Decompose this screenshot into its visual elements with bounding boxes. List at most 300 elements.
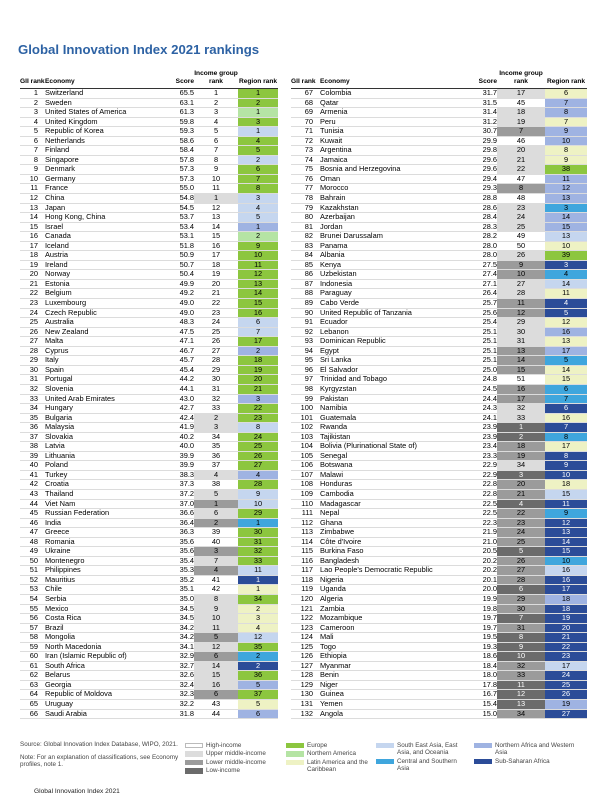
gii-rank-cell: 94: [291, 346, 320, 356]
income-group-rank-cell: 45: [497, 98, 545, 108]
income-group-rank-cell: 6: [194, 509, 238, 519]
gii-rank-cell: 23: [20, 299, 45, 309]
region-rank-cell: 13: [545, 528, 587, 538]
gii-rank-cell: 49: [20, 547, 45, 557]
region-rank-cell: 11: [238, 260, 278, 270]
score-cell: 35.3: [161, 566, 194, 576]
economy-cell: Jordan: [320, 222, 464, 232]
table-row: [291, 184, 587, 194]
table-row: [20, 661, 278, 671]
gii-rank-cell: 117: [291, 566, 320, 576]
economy-cell: Costa Rica: [45, 614, 161, 624]
income-group-rank-cell: 13: [497, 346, 545, 356]
region-rank-cell: 19: [238, 365, 278, 375]
region-rank-cell: 8: [238, 423, 278, 433]
gii-rank-cell: 88: [291, 289, 320, 299]
economy-cell: Chile: [45, 585, 161, 595]
region-rank-cell: 4: [238, 470, 278, 480]
income-group-rank-cell: 6: [194, 690, 238, 700]
region-rank-cell: 7: [545, 423, 587, 433]
economy-cell: Greece: [45, 528, 161, 538]
score-cell: 50.7: [161, 260, 194, 270]
region-rank-cell: 18: [545, 604, 587, 614]
region-rank-cell: 13: [545, 194, 587, 204]
income-group-rank-cell: 14: [194, 222, 238, 232]
income-group-rank-cell: 3: [194, 547, 238, 557]
region-rank-cell: 14: [545, 537, 587, 547]
economy-cell: Malta: [45, 337, 161, 347]
legend-regions-2: [376, 742, 470, 774]
table-row: [20, 671, 278, 681]
income-group-rank-cell: 32: [497, 404, 545, 414]
score-cell: 37.0: [161, 499, 194, 509]
score-cell: 61.3: [161, 108, 194, 118]
region-rank-cell: 5: [238, 213, 278, 223]
economy-cell: Montenegro: [45, 556, 161, 566]
economy-cell: Republic of Korea: [45, 127, 161, 137]
economy-cell: New Zealand: [45, 327, 161, 337]
income-group-rank-cell: 21: [497, 489, 545, 499]
region-rank-cell: 3: [238, 194, 278, 204]
region-rank-cell: 5: [238, 700, 278, 710]
score-cell: 47.1: [161, 337, 194, 347]
income-group-rank-cell: 20: [194, 279, 238, 289]
region-rank-cell: 2: [238, 604, 278, 614]
region-rank-cell: 6: [545, 404, 587, 414]
gii-rank-cell: 123: [291, 623, 320, 633]
table-row: [20, 241, 278, 251]
score-cell: 28.6: [464, 203, 497, 213]
score-cell: 24.1: [464, 413, 497, 423]
score-cell: 31.2: [464, 117, 497, 127]
table-row: [20, 547, 278, 557]
economy-cell: Togo: [320, 642, 464, 652]
gii-rank-cell: 28: [20, 346, 45, 356]
region-rank-cell: 16: [238, 308, 278, 318]
economy-cell: Netherlands: [45, 136, 161, 146]
gii-rank-cell: 122: [291, 614, 320, 624]
region-rank-cell: 3: [238, 614, 278, 624]
table-row: [291, 451, 587, 461]
table-row: [291, 289, 587, 299]
table-row: [20, 489, 278, 499]
score-cell: 57.8: [161, 155, 194, 165]
region-rank-cell: 6: [238, 318, 278, 328]
economy-cell: Botswana: [320, 461, 464, 471]
gii-rank-cell: 75: [291, 165, 320, 175]
score-cell: 18.0: [464, 671, 497, 681]
region-rank-cell: 1: [238, 585, 278, 595]
income-group-rank-cell: 15: [194, 232, 238, 242]
table-row: [20, 289, 278, 299]
table-row: [291, 232, 587, 242]
score-cell: 34.1: [161, 642, 194, 652]
table-row: [20, 480, 278, 490]
gii-rank-cell: 103: [291, 432, 320, 442]
gii-rank-cell: 106: [291, 461, 320, 471]
table-row: [20, 432, 278, 442]
region-rank-cell: 37: [238, 690, 278, 700]
income-group-rank-cell: 24: [497, 528, 545, 538]
table-row: [291, 690, 587, 700]
income-group-rank-cell: 25: [497, 222, 545, 232]
income-group-rank-cell: 15: [497, 365, 545, 375]
rankings-table-right: [291, 70, 587, 719]
region-rank-cell: 11: [545, 499, 587, 509]
score-cell: 22.3: [464, 518, 497, 528]
income-group-rank-cell: 20: [497, 146, 545, 156]
region-rank-cell: 17: [545, 661, 587, 671]
economy-cell: Croatia: [45, 480, 161, 490]
economy-cell: Slovenia: [45, 384, 161, 394]
economy-cell: Cameroon: [320, 623, 464, 633]
region-rank-cell: 1: [238, 575, 278, 585]
col-header-region-rank: Region rank: [545, 70, 587, 89]
table-row: [20, 451, 278, 461]
gii-rank-cell: 1: [20, 89, 45, 99]
economy-cell: Czech Republic: [45, 308, 161, 318]
economy-cell: Brazil: [45, 623, 161, 633]
economy-cell: Guatemala: [320, 413, 464, 423]
region-rank-cell: 22: [238, 404, 278, 414]
gii-rank-cell: 92: [291, 327, 320, 337]
gii-rank-cell: 95: [291, 356, 320, 366]
income-group-rank-cell: 21: [497, 155, 545, 165]
table-row: [20, 566, 278, 576]
economy-cell: Cabo Verde: [320, 299, 464, 309]
gii-rank-cell: 107: [291, 470, 320, 480]
income-group-rank-cell: 40: [194, 537, 238, 547]
score-cell: 24.5: [464, 384, 497, 394]
region-rank-cell: 8: [545, 432, 587, 442]
gii-rank-cell: 36: [20, 423, 45, 433]
score-cell: 20.0: [464, 585, 497, 595]
table-row: [291, 661, 587, 671]
income-group-rank-cell: 2: [194, 98, 238, 108]
region-rank-cell: 21: [238, 384, 278, 394]
table-row: [20, 680, 278, 690]
table-row: [291, 327, 587, 337]
economy-cell: Uzbekistan: [320, 270, 464, 280]
score-cell: 15.4: [464, 700, 497, 710]
score-cell: 32.9: [161, 652, 194, 662]
income-group-rank-cell: 46: [497, 136, 545, 146]
region-rank-cell: 28: [238, 480, 278, 490]
economy-cell: Zambia: [320, 604, 464, 614]
economy-cell: Israel: [45, 222, 161, 232]
score-cell: 23.4: [464, 442, 497, 452]
table-row: [291, 680, 587, 690]
region-rank-cell: 12: [238, 633, 278, 643]
economy-cell: Romania: [45, 537, 161, 547]
economy-cell: Georgia: [45, 680, 161, 690]
score-cell: 35.4: [161, 556, 194, 566]
score-cell: 21.9: [464, 528, 497, 538]
income-group-rank-cell: 30: [194, 375, 238, 385]
table-row: [291, 117, 587, 127]
table-row: [291, 365, 587, 375]
economy-cell: Mozambique: [320, 614, 464, 624]
score-cell: 31.8: [161, 709, 194, 719]
gii-rank-cell: 8: [20, 155, 45, 165]
score-cell: 47.5: [161, 327, 194, 337]
region-rank-cell: 2: [238, 155, 278, 165]
region-rank-cell: 24: [238, 432, 278, 442]
economy-cell: Ukraine: [45, 547, 161, 557]
region-rank-cell: 9: [545, 509, 587, 519]
table-row: [20, 528, 278, 538]
region-rank-cell: 17: [545, 346, 587, 356]
region-rank-cell: 26: [238, 451, 278, 461]
economy-cell: Canada: [45, 232, 161, 242]
income-group-rank-cell: 8: [497, 633, 545, 643]
table-row: [20, 614, 278, 624]
income-group-rank-cell: 9: [194, 604, 238, 614]
score-cell: 36.3: [161, 528, 194, 538]
economy-cell: Norway: [45, 270, 161, 280]
gii-rank-cell: 86: [291, 270, 320, 280]
gii-rank-cell: 68: [291, 98, 320, 108]
score-cell: 28.0: [464, 241, 497, 251]
region-rank-cell: 23: [238, 413, 278, 423]
table-row: [20, 232, 278, 242]
table-row: [20, 690, 278, 700]
region-rank-cell: 13: [545, 232, 587, 242]
region-rank-cell: 7: [545, 117, 587, 127]
region-rank-cell: 15: [545, 547, 587, 557]
gii-rank-cell: 67: [291, 89, 320, 99]
gii-rank-cell: 18: [20, 251, 45, 261]
region-rank-cell: 4: [238, 203, 278, 213]
table-row: [291, 213, 587, 223]
legend-swatch: [185, 760, 203, 765]
income-group-rank-cell: 1: [497, 423, 545, 433]
col-header-income-group-rank: Income group rank: [194, 70, 238, 89]
economy-cell: Niger: [320, 680, 464, 690]
table-row: [20, 394, 278, 404]
region-rank-cell: 14: [238, 289, 278, 299]
table-row: [20, 318, 278, 328]
gii-rank-cell: 25: [20, 318, 45, 328]
income-group-rank-cell: 38: [194, 480, 238, 490]
table-row: [291, 528, 587, 538]
table-row: [20, 518, 278, 528]
table-row: [20, 623, 278, 633]
economy-cell: Oman: [320, 174, 464, 184]
income-group-rank-cell: 17: [497, 89, 545, 99]
income-group-rank-cell: 26: [194, 337, 238, 347]
legend-item: [376, 758, 470, 773]
gii-rank-cell: 89: [291, 299, 320, 309]
income-group-rank-cell: 3: [194, 108, 238, 118]
gii-rank-cell: 129: [291, 680, 320, 690]
region-rank-cell: 11: [238, 566, 278, 576]
region-rank-cell: 2: [238, 232, 278, 242]
economy-cell: Finland: [45, 146, 161, 156]
score-cell: 31.4: [464, 108, 497, 118]
income-group-rank-cell: 36: [194, 451, 238, 461]
score-cell: 45.4: [161, 365, 194, 375]
income-group-rank-cell: 10: [194, 174, 238, 184]
table-row: [291, 489, 587, 499]
gii-rank-cell: 98: [291, 384, 320, 394]
gii-rank-cell: 7: [20, 146, 45, 156]
economy-cell: Luxembourg: [45, 299, 161, 309]
region-rank-cell: 18: [545, 480, 587, 490]
gii-rank-cell: 53: [20, 585, 45, 595]
income-group-rank-cell: 13: [194, 213, 238, 223]
economy-cell: Belarus: [45, 671, 161, 681]
economy-cell: Ireland: [45, 260, 161, 270]
economy-cell: Bulgaria: [45, 413, 161, 423]
gii-rank-cell: 99: [291, 394, 320, 404]
score-cell: 58.6: [161, 136, 194, 146]
economy-cell: Switzerland: [45, 89, 161, 99]
region-rank-cell: 26: [545, 690, 587, 700]
gii-rank-cell: 97: [291, 375, 320, 385]
gii-rank-cell: 33: [20, 394, 45, 404]
income-group-rank-cell: 18: [497, 442, 545, 452]
gii-rank-cell: 76: [291, 174, 320, 184]
economy-cell: Lao People's Democratic Republic: [320, 566, 464, 576]
region-rank-cell: 18: [238, 356, 278, 366]
gii-rank-cell: 50: [20, 556, 45, 566]
table-row: [20, 279, 278, 289]
score-cell: 59.3: [161, 127, 194, 137]
income-group-rank-cell: 6: [194, 652, 238, 662]
score-cell: 29.6: [464, 155, 497, 165]
gii-rank-cell: 80: [291, 213, 320, 223]
table-row: [20, 499, 278, 509]
income-group-rank-cell: 24: [497, 213, 545, 223]
score-cell: 57.3: [161, 174, 194, 184]
table-row: [20, 375, 278, 385]
score-cell: 25.4: [464, 318, 497, 328]
table-row: [20, 108, 278, 118]
economy-cell: Kenya: [320, 260, 464, 270]
table-row: [291, 384, 587, 394]
table-row: [20, 423, 278, 433]
score-cell: 59.8: [161, 117, 194, 127]
region-rank-cell: 32: [238, 547, 278, 557]
income-group-rank-cell: 27: [194, 346, 238, 356]
region-rank-cell: 25: [545, 680, 587, 690]
table-row: [20, 556, 278, 566]
table-row: [291, 146, 587, 156]
table-row: [20, 270, 278, 280]
score-cell: 53.1: [161, 232, 194, 242]
economy-cell: Mauritius: [45, 575, 161, 585]
score-cell: 49.0: [161, 299, 194, 309]
score-cell: 29.6: [464, 165, 497, 175]
economy-cell: Paraguay: [320, 289, 464, 299]
table-row: [291, 260, 587, 270]
rankings-table-left: [20, 70, 278, 719]
income-group-rank-cell: 4: [194, 566, 238, 576]
gii-rank-cell: 131: [291, 700, 320, 710]
gii-rank-cell: 61: [20, 661, 45, 671]
table-row: [291, 575, 587, 585]
score-cell: 23.3: [464, 451, 497, 461]
economy-cell: Portugal: [45, 375, 161, 385]
income-group-rank-cell: 27: [497, 279, 545, 289]
score-cell: 26.4: [464, 289, 497, 299]
table-row: [291, 432, 587, 442]
col-header-region-rank: Region rank: [238, 70, 278, 89]
score-cell: 25.6: [464, 308, 497, 318]
table-row: [291, 174, 587, 184]
income-group-rank-cell: 11: [194, 623, 238, 633]
gii-rank-cell: 30: [20, 365, 45, 375]
gii-rank-cell: 102: [291, 423, 320, 433]
economy-cell: Cambodia: [320, 489, 464, 499]
income-group-rank-cell: 29: [497, 318, 545, 328]
economy-cell: United Arab Emirates: [45, 394, 161, 404]
economy-cell: Argentina: [320, 146, 464, 156]
table-row: [291, 136, 587, 146]
income-group-rank-cell: 10: [497, 652, 545, 662]
economy-cell: Peru: [320, 117, 464, 127]
gii-rank-cell: 17: [20, 241, 45, 251]
income-group-rank-cell: 37: [194, 461, 238, 471]
income-group-rank-cell: 18: [497, 108, 545, 118]
table-row: [291, 480, 587, 490]
economy-cell: Morocco: [320, 184, 464, 194]
income-group-rank-cell: 16: [194, 680, 238, 690]
score-cell: 39.9: [161, 461, 194, 471]
region-rank-cell: 6: [238, 709, 278, 719]
score-cell: 22.9: [464, 461, 497, 471]
region-rank-cell: 10: [238, 251, 278, 261]
income-group-rank-cell: 25: [194, 327, 238, 337]
income-group-rank-cell: 23: [497, 518, 545, 528]
gii-rank-cell: 21: [20, 279, 45, 289]
region-rank-cell: 19: [545, 700, 587, 710]
gii-rank-cell: 118: [291, 575, 320, 585]
note-text: Note: For an explanation of classifications, see Economy profiles, note 1.: [20, 753, 179, 769]
gii-rank-cell: 132: [291, 709, 320, 719]
table-row: [291, 671, 587, 681]
income-group-rank-cell: 3: [497, 470, 545, 480]
col-header-income-group-rank: Income group rank: [497, 70, 545, 89]
legend-swatch: [474, 759, 492, 764]
economy-cell: Spain: [45, 365, 161, 375]
gii-rank-cell: 114: [291, 537, 320, 547]
score-cell: 36.6: [161, 509, 194, 519]
score-cell: 42.7: [161, 404, 194, 414]
income-group-rank-cell: 33: [497, 671, 545, 681]
income-group-rank-cell: 4: [194, 117, 238, 127]
gii-rank-cell: 83: [291, 241, 320, 251]
economy-cell: United States of America: [45, 108, 161, 118]
table-row: [20, 356, 278, 366]
region-rank-cell: 29: [238, 509, 278, 519]
table-row: [291, 652, 587, 662]
gii-rank-cell: 58: [20, 633, 45, 643]
gii-rank-cell: 81: [291, 222, 320, 232]
income-group-rank-cell: 39: [194, 528, 238, 538]
region-rank-cell: 6: [238, 165, 278, 175]
score-cell: 24.4: [464, 394, 497, 404]
income-group-rank-cell: 22: [497, 509, 545, 519]
region-rank-cell: 1: [238, 108, 278, 118]
region-rank-cell: 16: [545, 575, 587, 585]
gii-rank-cell: 55: [20, 604, 45, 614]
table-body-right: [291, 89, 587, 719]
gii-rank-cell: 43: [20, 489, 45, 499]
legend-item: [376, 742, 470, 757]
table-row: [20, 308, 278, 318]
